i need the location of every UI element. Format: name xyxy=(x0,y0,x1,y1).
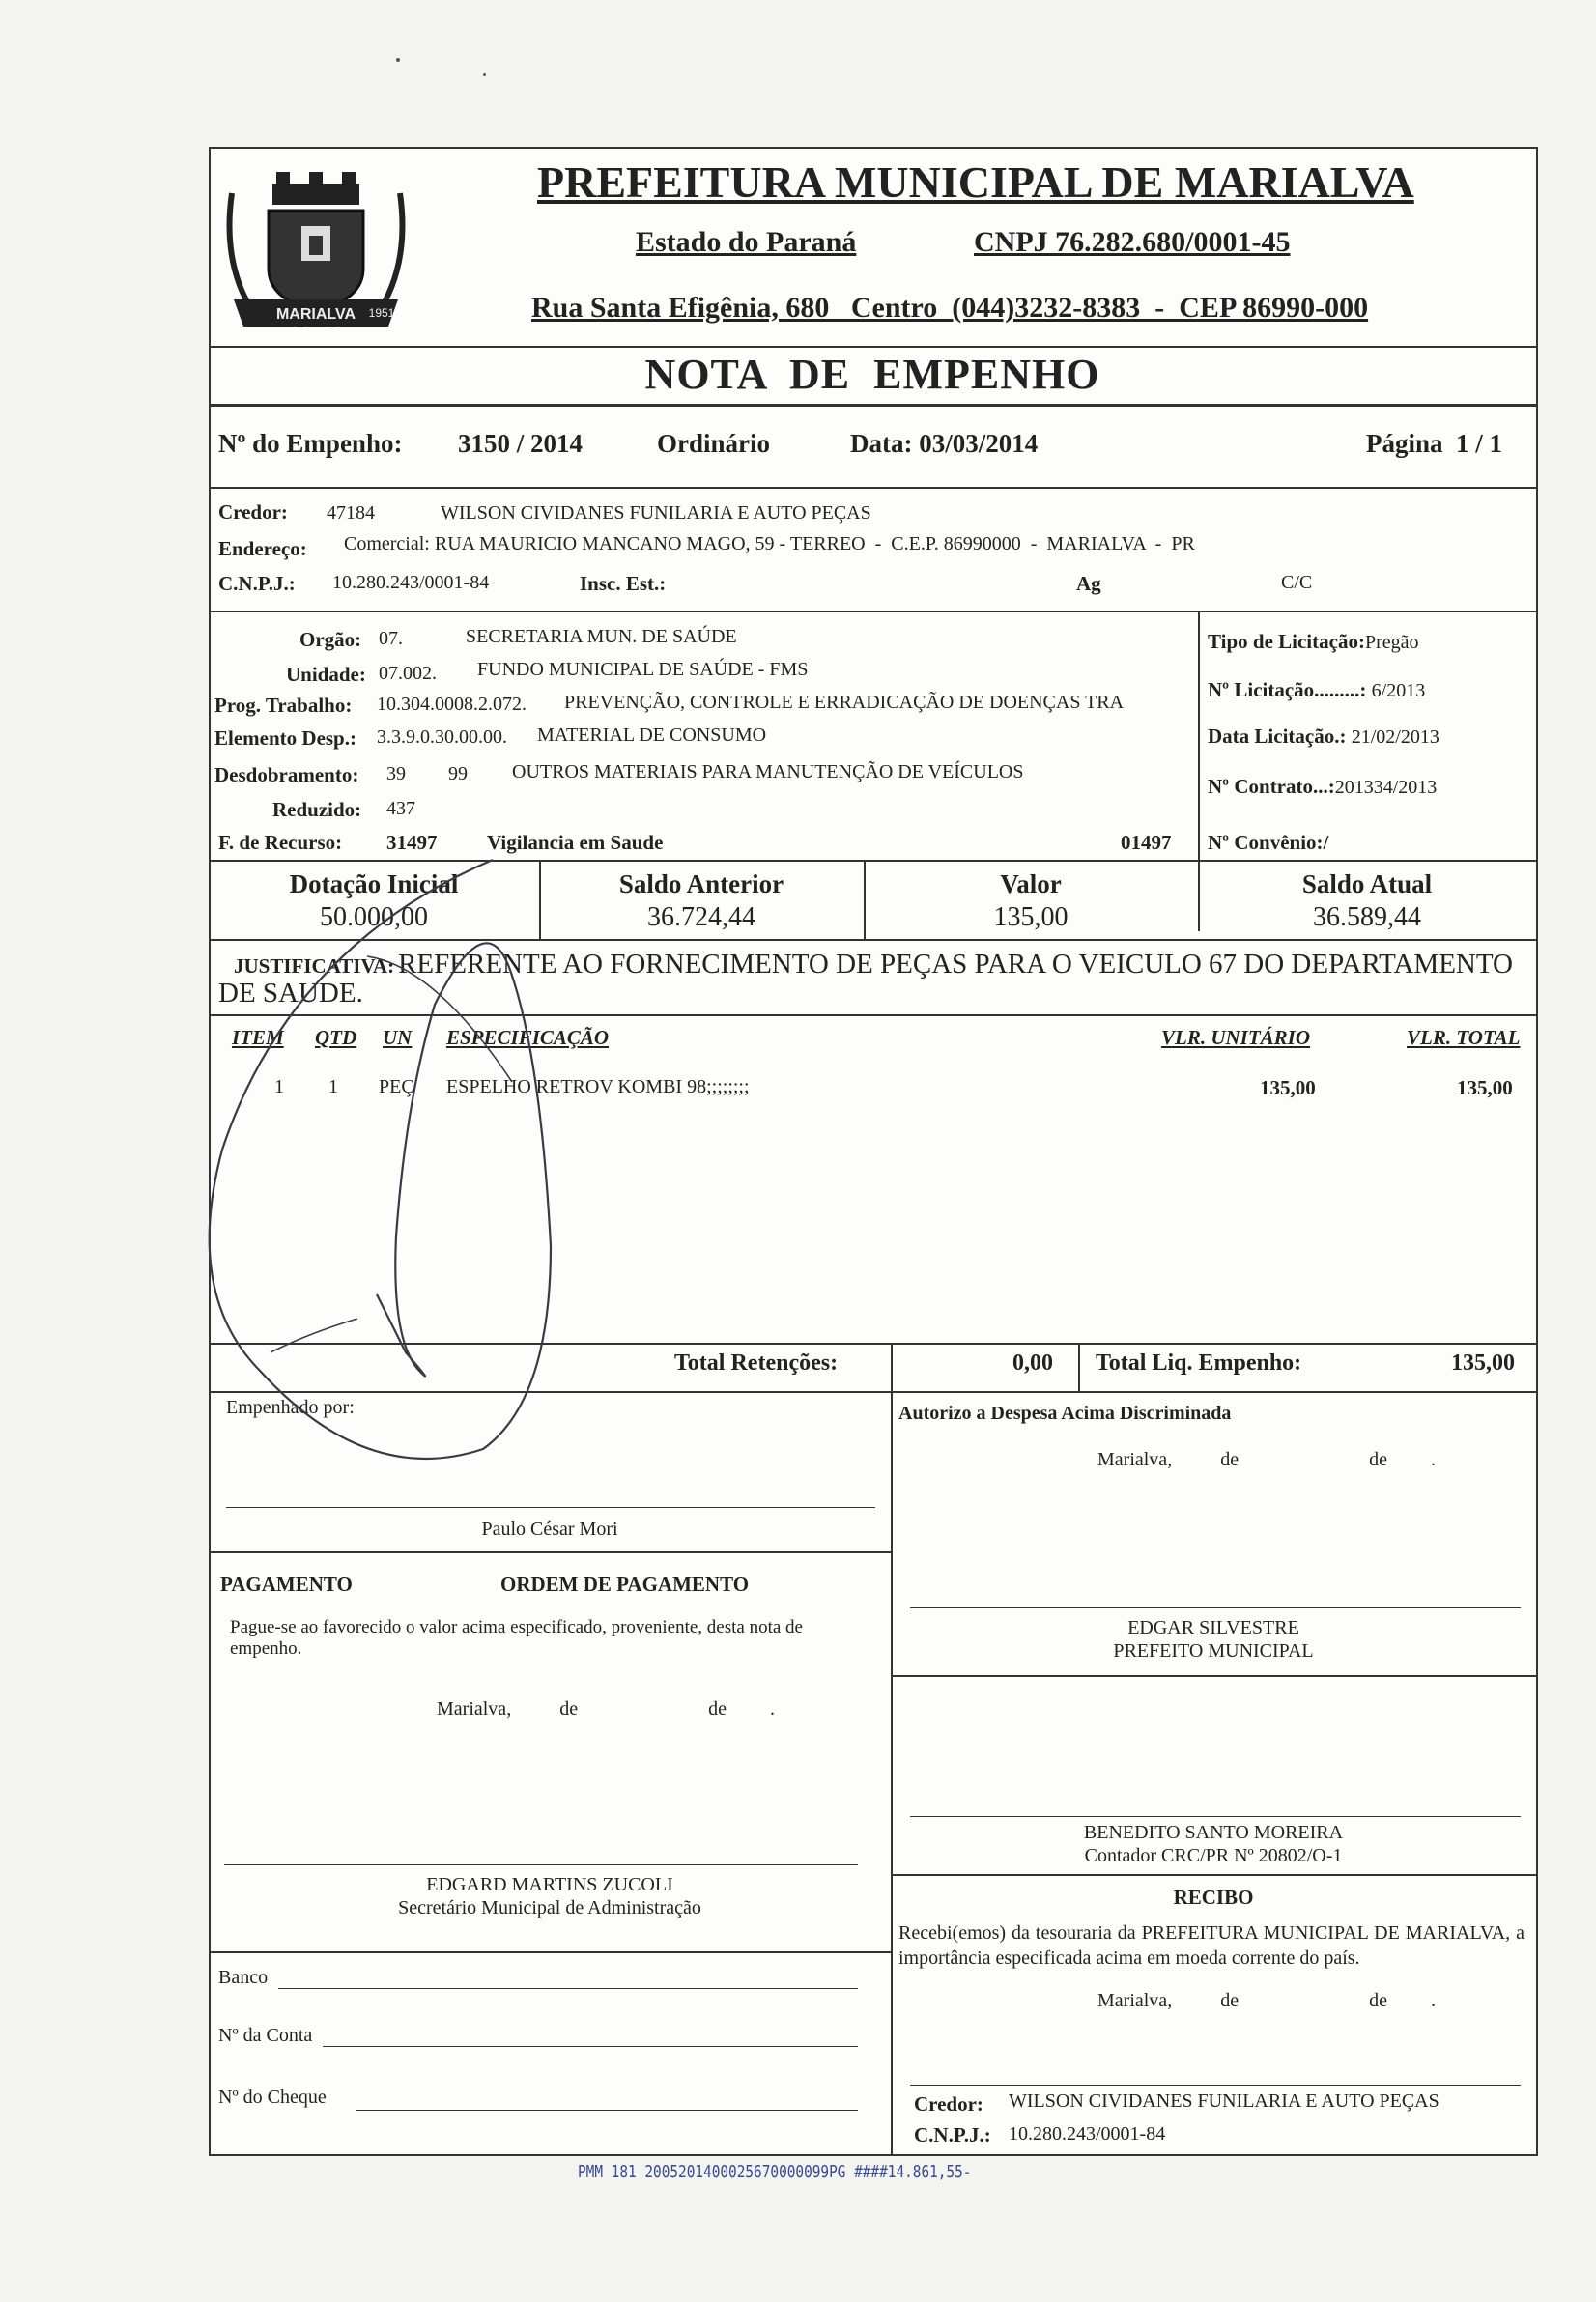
left-city-line: Marialva, de de . xyxy=(437,1698,775,1719)
total-liq-label: Total Liq. Empenho: xyxy=(1096,1350,1302,1376)
recibo-text: Recebi(emos) da tesouraria da PREFEITURA MUNICIPAL DE MARIALVA, a importância especificada acima em moeda corrente do país. xyxy=(898,1922,1525,1969)
divider xyxy=(891,1675,1536,1677)
handwritten-signature xyxy=(145,831,686,1488)
contrato-label: Nº Contrato...: xyxy=(1208,775,1335,798)
col-espec: ESPECIFICAÇÃO xyxy=(446,1026,610,1049)
licitacao-tipo xyxy=(1208,630,1419,654)
reduzido-value: 437 xyxy=(386,798,415,819)
autorizo-label: Autorizo a Despesa Acima Discriminada xyxy=(898,1403,1232,1424)
saldo-anterior-label: Saldo Anterior xyxy=(618,869,784,898)
document-title: NOTA DE EMPENHO xyxy=(644,351,1100,398)
recibo-label: RECIBO xyxy=(1173,1886,1254,1909)
contrato-value: 201334/2013 xyxy=(1334,777,1438,798)
reduzido-label: Reduzido: xyxy=(272,798,362,821)
credor-name: WILSON CIVIDANES FUNILARIA E AUTO PEÇAS xyxy=(441,502,871,524)
licitacao-num xyxy=(1208,678,1425,702)
divider xyxy=(891,1343,893,1391)
unidade-code: 07.002. xyxy=(379,663,437,684)
unidade-label: Unidade: xyxy=(286,663,366,686)
insc-label: Insc. Est.: xyxy=(580,572,667,595)
prefeito-name: EDGAR SILVESTRE xyxy=(1127,1617,1299,1638)
orgao-name: SECRETARIA MUN. DE SAÚDE xyxy=(466,626,737,647)
orgao-code: 07. xyxy=(379,628,403,649)
divider xyxy=(891,1874,1536,1876)
divider xyxy=(209,487,1536,489)
retencoes-label: Total Retenções: xyxy=(674,1350,839,1376)
header-address: Rua Santa Efigênia, 680 Centro (044)3232-8383 - CEP 86990-000 xyxy=(531,292,1369,324)
licitacao-tipo-value: Pregão xyxy=(1364,632,1419,653)
divider xyxy=(891,1391,893,2154)
valor-label: Valor xyxy=(1000,869,1062,898)
desdob-name: OUTROS MATERIAIS PARA MANUTENÇÃO DE VEÍCULOS xyxy=(512,761,1024,782)
recibo-city-line: Marialva, de de . xyxy=(1097,1990,1436,2011)
cheque-label: Nº do Cheque xyxy=(218,2087,327,2108)
banco-label: Banco xyxy=(218,1967,269,1988)
state-name: Estado do Paraná xyxy=(636,226,857,258)
recibo-signature-line xyxy=(910,2085,1521,2086)
contador-signature-line xyxy=(910,1816,1521,1817)
licitacao-data-label: Data Licitação.: xyxy=(1208,725,1347,748)
contador-role: Contador CRC/PR Nº 20802/O-1 xyxy=(1084,1845,1343,1866)
licitacao-data-value: 21/02/2013 xyxy=(1351,726,1439,748)
banco-field[interactable] xyxy=(278,1988,858,1989)
justificativa-line1: REFERENTE AO FORNECIMENTO DE PEÇAS PARA O VEICULO 67 DO DEPARTAMENTO xyxy=(398,949,1514,980)
recurso-name: Vigilancia em Saude xyxy=(487,831,664,854)
licitacao-num-value: 6/2013 xyxy=(1371,680,1426,701)
row-espec: ESPELHO RETROV KOMBI 98;;;;;;;; xyxy=(446,1076,750,1097)
divider xyxy=(209,611,1536,612)
contador-name: BENEDITO SANTO MOREIRA xyxy=(1083,1822,1344,1843)
retencoes-value: 0,00 xyxy=(1012,1350,1053,1376)
municipal-crest-icon xyxy=(213,155,419,340)
credor-label: Credor: xyxy=(218,500,288,524)
licitacao-num-label: Nº Licitação.........: xyxy=(1208,678,1367,701)
col-unit: VLR. UNITÁRIO xyxy=(1161,1026,1311,1049)
valor-value: 135,00 xyxy=(993,902,1069,932)
municipality-title: PREFEITURA MUNICIPAL DE MARIALVA xyxy=(537,157,1414,207)
bank-stamp: PMM 181 2005201400025670000099PG ####14.861,55- xyxy=(578,2162,972,2182)
ag-label: Ag xyxy=(1076,572,1101,595)
dotacao-inicial-label: Dotação Inicial xyxy=(289,869,459,898)
prog-name: PREVENÇÃO, CONTROLE E ERRADICAÇÃO DE DOENÇAS TRA xyxy=(564,692,1125,713)
desdob-label: Desdobramento: xyxy=(214,763,359,786)
recibo-cnpj-label: C.N.P.J.: xyxy=(914,2123,991,2146)
conta-field[interactable] xyxy=(323,2046,858,2047)
row-qtd: 1 xyxy=(328,1076,338,1097)
prog-label: Prog. Trabalho: xyxy=(214,694,353,717)
elemento-code: 3.3.9.0.30.00.00. xyxy=(377,726,507,748)
orgao-label: Orgão: xyxy=(299,628,362,651)
right-city-line: Marialva, de de . xyxy=(1097,1449,1436,1470)
recibo-credor-name: WILSON CIVIDANES FUNILARIA E AUTO PEÇAS xyxy=(1009,2090,1439,2112)
unidade-name: FUNDO MUNICIPAL DE SAÚDE - FMS xyxy=(477,659,809,680)
divider xyxy=(209,1951,891,1953)
header-cnpj: CNPJ 76.282.680/0001-45 xyxy=(974,226,1291,258)
divider xyxy=(209,404,1536,407)
divider xyxy=(209,1551,891,1553)
licitacao-data xyxy=(1208,725,1439,749)
divider xyxy=(209,346,1536,348)
justificativa-label: JUSTIFICATIVA: xyxy=(234,954,395,978)
elemento-label: Elemento Desp.: xyxy=(214,726,356,750)
saldo-atual-value: 36.589,44 xyxy=(1313,902,1421,932)
scan-speck xyxy=(396,58,400,62)
row-unit: 135,00 xyxy=(1260,1076,1316,1099)
page-number: Página 1 / 1 xyxy=(1366,429,1503,458)
empenhado-label: Empenhado por: xyxy=(226,1397,355,1418)
col-un: UN xyxy=(383,1026,413,1049)
empenhado-signature-line xyxy=(226,1507,875,1508)
dotacao-inicial-value: 50.000,00 xyxy=(320,902,428,932)
cc-label: C/C xyxy=(1281,572,1313,593)
col-qtd: QTD xyxy=(315,1026,357,1049)
recurso-num: 01497 xyxy=(1121,831,1172,854)
secretario-name: EDGARD MARTINS ZUCOLI xyxy=(426,1874,673,1895)
empenho-number: 3150 / 2014 xyxy=(458,429,584,458)
pague-text: Pague-se ao favorecido o valor acima especificado, proveniente, desta nota de empenho. xyxy=(230,1617,803,1659)
col-total: VLR. TOTAL xyxy=(1407,1026,1521,1049)
ordem-label: ORDEM DE PAGAMENTO xyxy=(500,1573,750,1596)
licitacao-tipo-label: Tipo de Licitação: xyxy=(1208,630,1365,653)
empenho-type: Ordinário xyxy=(657,429,771,458)
row-total: 135,00 xyxy=(1457,1076,1513,1099)
recibo-credor-label: Credor: xyxy=(914,2092,983,2116)
desdob-b: 99 xyxy=(448,763,468,784)
prog-code: 10.304.0008.2.072. xyxy=(377,694,527,715)
prefeito-role: PREFEITO MUNICIPAL xyxy=(1113,1640,1314,1662)
credor-code: 47184 xyxy=(327,502,375,524)
divider xyxy=(1078,1343,1080,1391)
justificativa-line2: DE SAUDE. xyxy=(218,978,363,1009)
crest-year: 1951 xyxy=(368,306,395,320)
pagamento-label: PAGAMENTO xyxy=(220,1573,353,1596)
total-liq-value: 135,00 xyxy=(1451,1350,1515,1376)
scan-speck xyxy=(483,73,486,76)
endereco-label: Endereço: xyxy=(218,537,307,560)
col-item: ITEM xyxy=(232,1026,284,1049)
recurso-label: F. de Recurso: xyxy=(218,831,343,854)
cnpj-value: 10.280.243/0001-84 xyxy=(332,572,490,593)
empenhado-name: Paulo César Mori xyxy=(481,1519,618,1540)
saldo-atual-label: Saldo Atual xyxy=(1301,869,1433,898)
row-item: 1 xyxy=(274,1076,284,1097)
prefeito-signature-line xyxy=(910,1607,1521,1608)
recurso-code: 31497 xyxy=(386,831,438,854)
cheque-field[interactable] xyxy=(356,2110,858,2111)
row-un: PEÇ xyxy=(379,1076,414,1097)
secretario-signature-line xyxy=(224,1864,858,1865)
elemento-name: MATERIAL DE CONSUMO xyxy=(537,725,767,746)
crest-text: MARIALVA xyxy=(275,306,356,323)
contrato xyxy=(1208,775,1437,799)
conta-label: Nº da Conta xyxy=(218,2025,313,2046)
empenho-date: Data: 03/03/2014 xyxy=(850,429,1039,458)
endereco-value: Comercial: RUA MAURICIO MANCANO MAGO, 59 - TERREO - C.E.P. 86990000 - MARIALVA - PR xyxy=(344,533,1195,554)
saldo-anterior-value: 36.724,44 xyxy=(647,902,755,932)
secretario-role: Secretário Municipal de Administração xyxy=(398,1897,701,1918)
cnpj-label: C.N.P.J.: xyxy=(218,572,296,595)
recibo-cnpj-value: 10.280.243/0001-84 xyxy=(1009,2123,1166,2145)
empenho-label: Nº do Empenho: xyxy=(218,429,403,458)
desdob-a: 39 xyxy=(386,763,406,784)
convenio-label: Nº Convênio:/ xyxy=(1208,831,1329,854)
